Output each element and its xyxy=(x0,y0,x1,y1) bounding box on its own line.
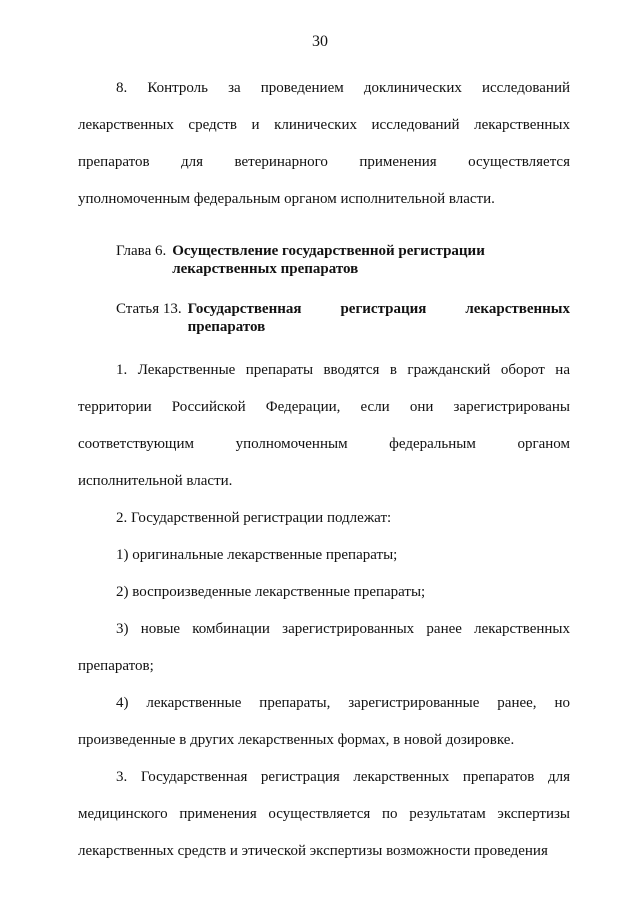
list-item-1: 1) оригинальные лекарственные препараты; xyxy=(116,547,398,563)
paragraph-1-line-4: исполнительной власти. xyxy=(78,473,233,489)
list-item-3-line-2: препаратов; xyxy=(78,658,154,674)
page-number: 30 xyxy=(312,33,328,50)
list-item-2: 2) воспроизведенные лекарственные препараты; xyxy=(116,584,426,600)
paragraph-8-line-2: лекарственных средств и клинических исследований лекарственных xyxy=(78,117,570,133)
list-item-4-line-2: произведенные в других лекарственных формах, в новой дозировке. xyxy=(78,732,515,748)
article-title-word-1: Государственная xyxy=(187,301,302,317)
paragraph-8-line-1-text: 8. Контроль за проведением доклинических исследований xyxy=(116,80,570,96)
article-title-word-3: лекарственных xyxy=(465,301,570,317)
list-item-3-line-1: 3) новые комбинации зарегистрированных ранее лекарственных xyxy=(116,621,570,637)
list-item-4-line-1: 4) лекарственные препараты, зарегистрированные ранее, но xyxy=(116,695,570,711)
chapter-title-line-1: Осуществление государственной регистрации xyxy=(172,243,485,259)
paragraph-3-line-1: 3. Государственная регистрация лекарственных препаратов для xyxy=(116,769,570,785)
document-body xyxy=(78,70,570,870)
paragraph-1-line-1: 1. Лекарственные препараты вводятся в гражданский оборот на xyxy=(116,362,570,378)
paragraph-8 xyxy=(78,70,570,218)
paragraph-8-line-4: уполномоченным федеральным органом исполнительной власти. xyxy=(78,191,495,207)
article-number: Статья 13. xyxy=(116,301,182,317)
chapter-title-line-2: лекарственных препаратов xyxy=(172,261,359,277)
paragraph-3-line-2: медицинского применения осуществляется по результатам экспертизы xyxy=(78,806,570,822)
paragraph-8-line-1 xyxy=(78,70,570,107)
article-title-line-2: препаратов xyxy=(187,319,266,335)
paragraph-3 xyxy=(78,759,570,870)
list-item-3 xyxy=(78,611,570,685)
paragraph-1-line-2: территории Российской Федерации, если они зарегистрированы xyxy=(78,399,570,415)
paragraph-8-line-3: препаратов для ветеринарного применения осуществляется xyxy=(78,154,570,170)
paragraph-2: 2. Государственной регистрации подлежат: xyxy=(116,510,392,526)
chapter-number: Глава 6. xyxy=(116,243,167,259)
chapter-heading xyxy=(78,242,570,278)
article-title-word-2: регистрация xyxy=(340,301,427,317)
article-heading xyxy=(78,300,570,336)
article-title xyxy=(188,300,570,336)
chapter-title xyxy=(172,242,485,278)
paragraph-3-line-3: лекарственных средств и этической экспертизы возможности проведения xyxy=(78,843,548,859)
article-title-line-1 xyxy=(188,300,570,318)
list-item-4 xyxy=(78,685,570,759)
paragraph-1-line-3: соответствующим уполномоченным федеральным органом xyxy=(78,436,570,452)
paragraph-1 xyxy=(78,352,570,500)
